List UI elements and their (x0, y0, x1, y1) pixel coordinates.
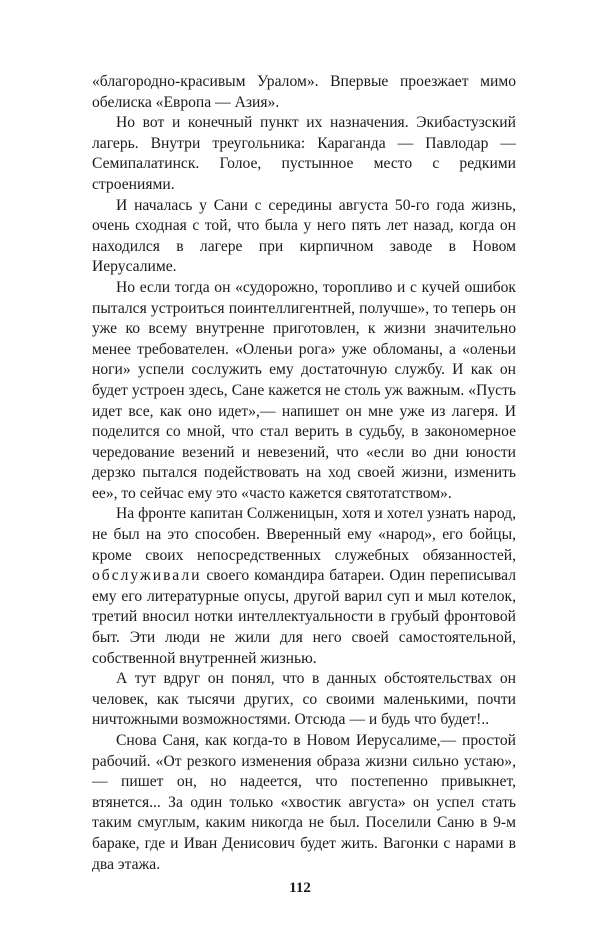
paragraph-2: Но вот и конечный пункт их назначения. Экибастузский лагерь. Внутри треугольника: Караганда — Павлодар — Семипалатинск. Голое, пустынное место с редкими строениями. (92, 114, 516, 193)
paragraph-6: А тут вдруг он понял, что в данных обстоятельствах он человек, как тысячи других, со своими маленькими, почти ничтожными возможностями. Отсюда — и будь что будет!.. (92, 670, 516, 729)
paragraph-4: Но если тогда он «судорожно, торопливо и с кучей ошибок пытался устроиться поинтеллигентней, получше», то теперь он уже ко всему внутренне приготовлен, к жизни значительно менее требователен. «Оленьи рога» уже обломаны, а «оленьи ноги» успели сослужить ему достаточную службу. И как он будет устроен здесь, Сане кажется не столь уж важным. «Пусть идет все, как оно идет»,— напишет он мне уже из лагеря. И поделится со мной, что стал верить в судьбу, в закономерное чередование везений и невезений, что «если во дни юности дерзко пытался подействовать на ход своей жизни, изменить ее», то сейчас ему это «часто кажется святотатством». (92, 278, 516, 502)
paragraph-3: И началась у Сани с середины августа 50-го года жизнь, очень сходная с той, что была у него пять лет назад, когда он находился в лагере при кирпичном заводе в Новом Иерусалиме. (92, 196, 516, 276)
paragraph-7: Снова Саня, как когда-то в Новом Иерусалиме,— простой рабочий. «От резкого изменения образа жизни сильно устаю»,— пишет он, но надеется, что постепенно привыкнет, втянется... За один только «хвостик августа» он успел стать таким смуглым, каким никогда не был. Поселили Саню в 9-м бараке, где и Иван Денисович будет жить. Вагонки с нарами в два этажа. (92, 732, 516, 873)
paragraph-1: «благородно-красивым Уралом». Впервые проезжает мимо обелиска «Европа — Азия». (92, 73, 516, 111)
page-text-block (92, 72, 516, 875)
paragraph-5 (92, 504, 516, 669)
paragraph-5-end: своего командира батареи. Один переписывал ему его литературные опусы, другой варил суп и мыл котелок, третий вносил нотки интеллектуальности в грубый фронтовой быт. Эти люди не жили для него своей самостоятельной, собственной внутренней жизнью. (92, 567, 516, 667)
page-number: 112 (289, 880, 311, 896)
paragraph-5-start: На фронте капитан Солженицын, хотя и хотел узнать народ, не был на это способен. Вверенный ему «народ», его бойцы, кроме своих непосредственных служебных обязанностей, (92, 505, 516, 564)
spaced-emphasis: обслуживали (92, 567, 202, 585)
